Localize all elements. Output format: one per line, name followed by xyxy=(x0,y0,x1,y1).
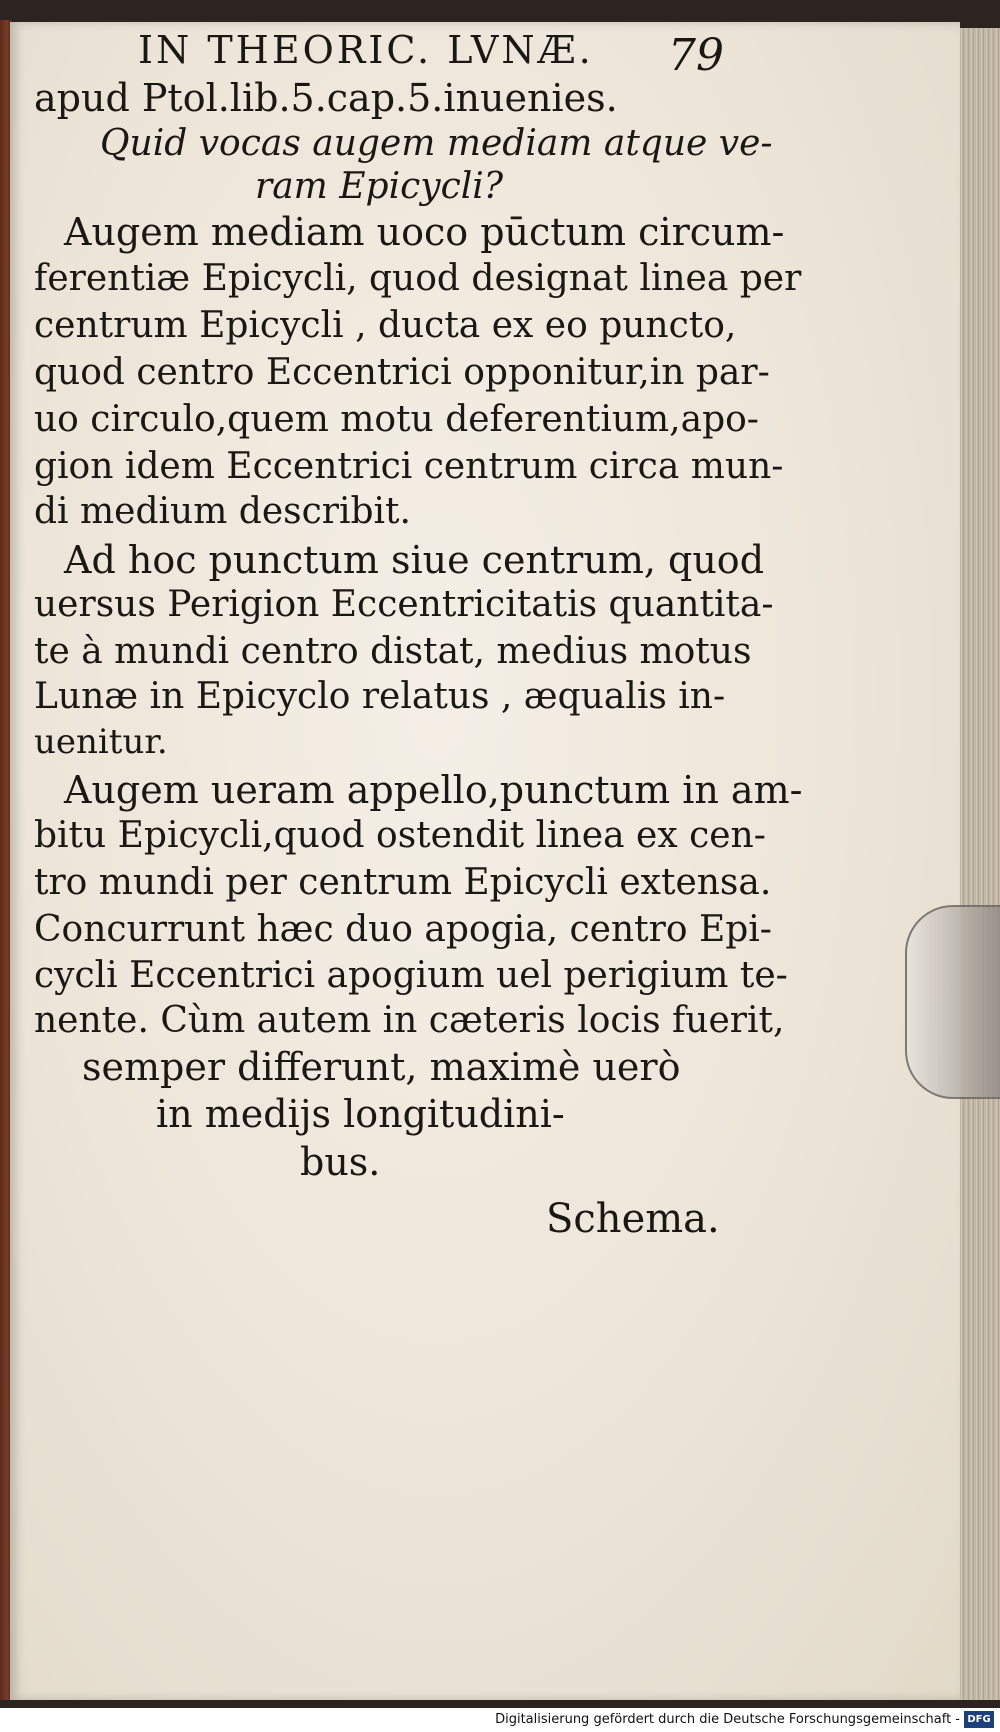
page-number: 79 xyxy=(668,30,724,81)
question-line-2: ram Epicycli? xyxy=(255,166,504,207)
text-line-17: bitu Epicycli,quod ostendit linea ex cen- xyxy=(34,815,766,856)
text-line-23: in medijs longitudini- xyxy=(156,1092,565,1136)
text-line-1: apud Ptol.lib.5.cap.5.inuenies. xyxy=(34,76,618,120)
question-line-1: Quid vocas augem mediam atque ve- xyxy=(100,123,773,164)
text-line-20: cycli Eccentrici apogium uel perigium te- xyxy=(34,955,788,996)
page-block-edge xyxy=(960,28,1000,1700)
text-line-13: te à mundi centro distat, medius motus xyxy=(34,631,752,672)
catchword: Schema. xyxy=(546,1196,720,1242)
text-line-15: uenitur. xyxy=(34,722,168,762)
book-clip xyxy=(905,905,1000,1099)
text-line-11: Ad hoc punctum siue centrum, quod xyxy=(64,538,765,582)
funding-credit: Digitalisierung gefördert durch die Deutsche Forschungsgemeinschaft - xyxy=(495,1712,960,1727)
dfg-logo: DFG xyxy=(964,1711,994,1728)
text-line-16: Augem ueram appello,punctum in am- xyxy=(64,768,803,812)
text-line-19: Concurrunt hæc duo apogia, centro Epi- xyxy=(34,909,772,950)
text-line-8: uo circulo,quem motu deferentium,apo- xyxy=(34,399,759,440)
text-line-7: quod centro Eccentrici opponitur,in par- xyxy=(34,352,770,393)
text-line-5: ferentiæ Epicycli, quod designat linea per xyxy=(34,258,802,299)
text-line-9: gion idem Eccentrici centrum circa mun- xyxy=(34,446,784,487)
text-line-14: Lunæ in Epicyclo relatus , æqualis in- xyxy=(34,676,726,717)
text-line-22: semper differunt, maximè uerò xyxy=(82,1045,681,1089)
text-line-10: di medium describit. xyxy=(34,491,411,532)
running-title: IN THEORIC. LVNÆ. xyxy=(138,28,594,72)
footer-bar xyxy=(0,1708,1000,1732)
text-line-18: tro mundi per centrum Epicycli extensa. xyxy=(34,862,772,903)
text-line-12: uersus Perigion Eccentricitatis quantita- xyxy=(34,584,774,625)
text-line-21: nente. Cùm autem in cæteris locis fuerit, xyxy=(34,1000,785,1041)
text-line-24: bus. xyxy=(300,1140,381,1184)
text-line-6: centrum Epicycli , ducta ex eo puncto, xyxy=(34,305,737,346)
text-line-4: Augem mediam uoco pūctum circum- xyxy=(64,210,785,254)
